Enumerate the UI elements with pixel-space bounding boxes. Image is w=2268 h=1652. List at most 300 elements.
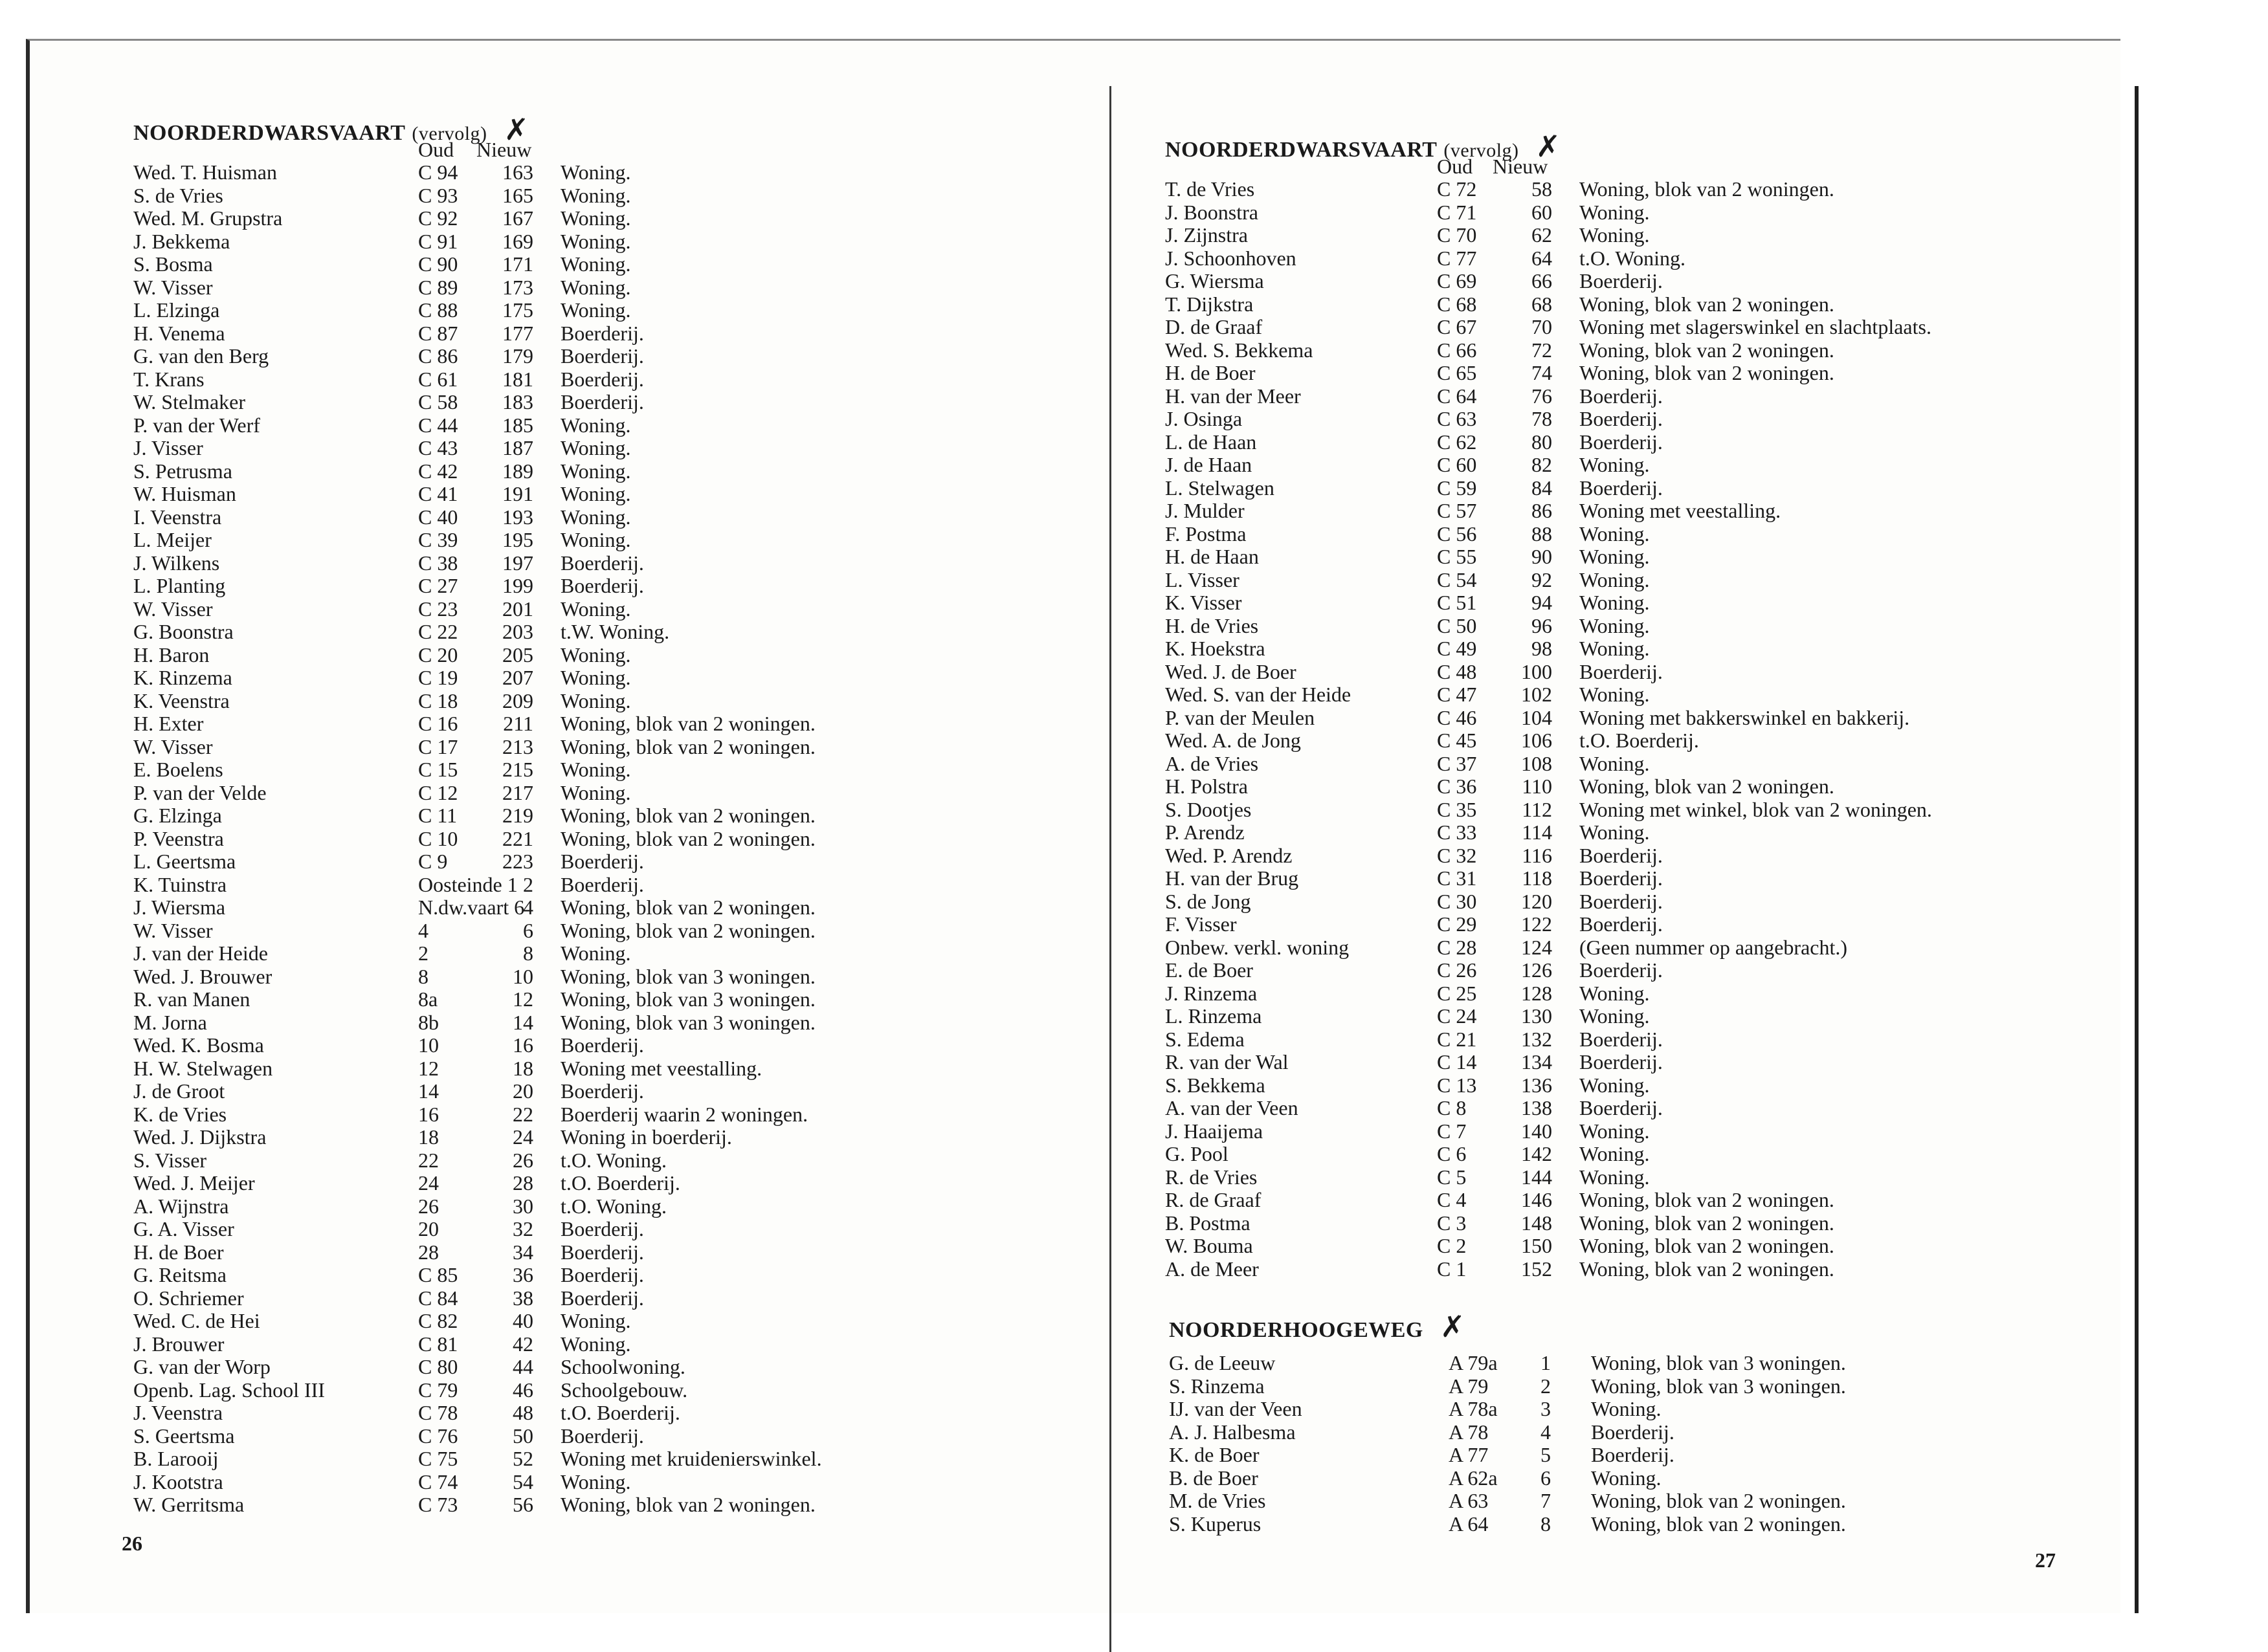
resident-name: IJ. van der Veen: [1169, 1397, 1302, 1420]
entry-row: [133, 1333, 1078, 1356]
new-number: 30: [513, 1194, 533, 1218]
book-spread: [26, 39, 2120, 1613]
resident-name: Wed. K. Bosma: [133, 1033, 264, 1057]
entry-row: [1165, 178, 2123, 201]
entry-row: [133, 666, 1078, 690]
entry-row: [133, 414, 1078, 437]
new-number: 62: [1531, 223, 1552, 247]
entry-row: [1165, 408, 2123, 431]
building-description: Boerderij.: [561, 872, 644, 896]
old-number: C 78: [418, 1401, 458, 1424]
building-description: Boerderij.: [561, 1079, 644, 1103]
new-number: 98: [1531, 637, 1552, 660]
entry-row: [1165, 362, 2123, 385]
entry-row: [1165, 982, 2123, 1006]
resident-name: T. de Vries: [1165, 177, 1255, 201]
building-description: Woning.: [561, 206, 631, 230]
entry-row: [133, 920, 1078, 943]
resident-name: F. Visser: [1165, 912, 1237, 936]
resident-name: H. van der Brug: [1165, 866, 1299, 890]
new-number: 4: [1540, 1420, 1551, 1444]
old-number: C 17: [418, 734, 458, 758]
resident-name: J. Bekkema: [133, 229, 230, 253]
resident-name: H. de Haan: [1165, 545, 1259, 568]
resident-name: B. Postma: [1165, 1211, 1251, 1235]
resident-name: S. Bosma: [133, 252, 213, 276]
old-number: A 78a: [1449, 1397, 1498, 1420]
resident-name: L. Meijer: [133, 528, 212, 551]
new-number: 52: [513, 1447, 533, 1470]
resident-name: Wed. A. de Jong: [1165, 729, 1301, 752]
old-number: C 76: [418, 1424, 458, 1448]
resident-name: L. Geertsma: [133, 850, 236, 873]
new-number: 18: [513, 1056, 533, 1080]
resident-name: Wed. P. Arendz: [1165, 843, 1293, 867]
building-description: Boerderij.: [561, 1263, 644, 1286]
entry-row: [1169, 1421, 2127, 1444]
resident-name: Wed. S. Bekkema: [1165, 338, 1313, 362]
page-gutter: [1109, 86, 1111, 1652]
old-number: C 56: [1437, 522, 1477, 545]
entry-row: [133, 828, 1078, 851]
new-number: 195: [502, 528, 533, 551]
entry-row: [1165, 591, 2123, 615]
resident-name: G. Elzinga: [133, 804, 222, 827]
building-description: Woning.: [561, 528, 631, 551]
old-number: A 77: [1449, 1443, 1489, 1466]
building-description: Woning.: [1579, 981, 1650, 1005]
resident-name: G. Wiersma: [1165, 269, 1264, 292]
resident-name: J. Osinga: [1165, 407, 1243, 430]
building-description: Woning, blok van 2 woningen.: [1591, 1512, 1846, 1536]
new-number: 106: [1521, 729, 1552, 752]
new-number: 207: [502, 666, 533, 689]
new-number: 209: [502, 688, 533, 712]
resident-name: A. van der Veen: [1165, 1096, 1298, 1119]
entry-row: [1165, 201, 2123, 225]
building-description: Woning.: [1579, 567, 1650, 591]
entry-row: [133, 1011, 1078, 1035]
new-number: 10: [513, 964, 533, 988]
entry-row: [133, 437, 1078, 460]
new-number: 68: [1531, 292, 1552, 316]
entry-row: [1165, 1212, 2123, 1235]
entry-row: [133, 299, 1078, 322]
old-number: C 59: [1437, 476, 1477, 500]
old-number: 10: [418, 1033, 439, 1057]
new-number: 92: [1531, 567, 1552, 591]
entry-row: [1165, 1028, 2123, 1052]
entry-row: [133, 896, 1078, 920]
building-description: Woning, blok van 2 woningen.: [1579, 1211, 1834, 1235]
new-number: 82: [1531, 453, 1552, 476]
old-number: C 87: [418, 321, 458, 345]
old-number: C 20: [418, 643, 458, 666]
new-number: 8: [1540, 1512, 1551, 1536]
building-description: Woning met veestalling.: [561, 1056, 762, 1080]
building-description: Woning, blok van 2 woningen.: [561, 804, 816, 827]
old-number: C 92: [418, 206, 458, 230]
building-description: Woning.: [1579, 613, 1650, 637]
resident-name: W. Visser: [133, 275, 213, 299]
entry-row: [133, 1356, 1078, 1379]
old-number: C 26: [1437, 958, 1477, 982]
new-number: 86: [1531, 499, 1552, 522]
entry-row: [133, 1241, 1078, 1264]
old-number: C 50: [1437, 613, 1477, 637]
building-description: (Geen nummer op aangebracht.): [1579, 935, 1848, 959]
building-description: Woning.: [561, 758, 631, 781]
new-number: 12: [513, 987, 533, 1011]
entry-row: [1165, 844, 2123, 868]
new-number: 7: [1540, 1489, 1551, 1512]
old-number: 26: [418, 1194, 439, 1218]
entry-row: [1165, 1235, 2123, 1258]
building-description: t.O. Boerderij.: [1579, 729, 1699, 752]
old-number: 16: [418, 1102, 439, 1126]
old-number: C 71: [1437, 200, 1477, 224]
entry-row: [133, 850, 1078, 874]
building-description: Woning met winkel, blok van 2 woningen.: [1579, 797, 1932, 821]
old-number: C 10: [418, 826, 458, 850]
new-number: 22: [513, 1102, 533, 1126]
old-number: C 19: [418, 666, 458, 689]
building-description: Woning met bakkerswinkel en bakkerij.: [1579, 705, 1910, 729]
building-description: Boerderij.: [561, 574, 644, 597]
new-number: 114: [1522, 820, 1552, 844]
entry-row: [1169, 1467, 2127, 1490]
new-number: 104: [1521, 705, 1552, 729]
old-number: C 29: [1437, 912, 1477, 936]
new-number: 4: [523, 896, 533, 919]
building-description: Boerderij.: [1591, 1443, 1674, 1466]
new-number: 215: [502, 758, 533, 781]
resident-name: S. de Jong: [1165, 889, 1251, 913]
entry-row: [133, 391, 1078, 414]
building-description: Boerderij.: [561, 321, 644, 345]
section2-heading: [1169, 1309, 1465, 1344]
old-number: C 54: [1437, 567, 1477, 591]
old-number: A 79: [1449, 1374, 1489, 1398]
entry-row: [1165, 913, 2123, 936]
building-description: Boerderij.: [561, 1240, 644, 1264]
new-number: 84: [1531, 476, 1552, 500]
new-number: 100: [1521, 659, 1552, 683]
new-number: 142: [1521, 1142, 1552, 1165]
entry-row: [1169, 1490, 2127, 1513]
building-description: Woning.: [1579, 683, 1650, 706]
building-description: Boerderij.: [1579, 912, 1663, 936]
resident-name: M. Jorna: [133, 1010, 207, 1034]
entry-row: [1165, 523, 2123, 546]
resident-name: J. de Haan: [1165, 453, 1252, 476]
resident-name: S. Geertsma: [133, 1424, 235, 1448]
entry-row: [1165, 293, 2123, 316]
building-description: t.O. Woning.: [561, 1194, 667, 1218]
building-description: Boerderij.: [1579, 407, 1663, 430]
building-description: Boerderij.: [1579, 430, 1663, 454]
building-description: Woning.: [561, 413, 631, 437]
building-description: Boerderij.: [1579, 269, 1663, 292]
new-number: 72: [1531, 338, 1552, 362]
old-number: A 78: [1449, 1420, 1489, 1444]
building-description: Woning.: [561, 1470, 631, 1493]
resident-name: J. Kootstra: [133, 1470, 223, 1493]
resident-name: Wed. S. van der Heide: [1165, 683, 1351, 706]
old-number: C 55: [1437, 545, 1477, 568]
resident-name: J. Haaijema: [1165, 1119, 1263, 1143]
new-number: 32: [513, 1217, 533, 1240]
resident-name: W. Visser: [133, 918, 213, 942]
building-description: Woning.: [1579, 453, 1650, 476]
entry-row: [133, 1034, 1078, 1057]
resident-name: G. van der Worp: [133, 1355, 271, 1378]
building-description: Woning.: [1579, 1165, 1650, 1189]
building-description: Woning.: [1591, 1397, 1662, 1420]
resident-name: W. Gerritsma: [133, 1493, 245, 1516]
old-number: C 45: [1437, 729, 1477, 752]
new-number: 46: [513, 1378, 533, 1402]
new-number: 2: [1540, 1374, 1551, 1398]
building-description: Woning.: [561, 942, 631, 965]
old-number: C 35: [1437, 797, 1477, 821]
building-description: Boerderij.: [1579, 1096, 1663, 1119]
old-number: C 27: [418, 574, 458, 597]
old-number: 8: [418, 964, 428, 988]
building-description: Boerderij.: [1579, 958, 1663, 982]
entry-row: [1165, 1166, 2123, 1189]
building-description: Boerderij.: [561, 1424, 644, 1448]
entry-row: [1165, 454, 2123, 477]
left-heading-sub: (vervolg): [412, 123, 487, 144]
entry-row: [133, 644, 1078, 667]
old-number: 18: [418, 1125, 439, 1149]
old-number: C 33: [1437, 820, 1477, 844]
section2-entry-list: [1169, 1352, 2127, 1536]
building-description: t.O. Woning.: [1579, 246, 1685, 270]
building-description: Woning, blok van 2 woningen.: [561, 826, 816, 850]
entry-row: [1165, 477, 2123, 500]
new-number: 132: [1521, 1027, 1552, 1051]
new-number: 58: [1531, 177, 1552, 201]
building-description: Woning.: [1579, 223, 1650, 247]
new-number: 124: [1521, 935, 1552, 959]
building-description: Woning.: [561, 505, 631, 529]
resident-name: B. de Boer: [1169, 1466, 1258, 1490]
resident-name: K. Veenstra: [133, 688, 230, 712]
resident-name: J. Schoonhoven: [1165, 246, 1296, 270]
entry-row: [1165, 1258, 2123, 1281]
new-number: 78: [1531, 407, 1552, 430]
old-number: C 61: [418, 367, 458, 391]
new-number: 64: [1531, 246, 1552, 270]
old-number: 2: [418, 942, 428, 965]
new-number: 88: [1531, 522, 1552, 545]
new-number: 66: [1531, 269, 1552, 292]
building-description: Woning, blok van 2 woningen.: [561, 896, 816, 919]
building-description: Woning, blok van 2 woningen.: [1579, 361, 1834, 384]
entry-row: [133, 207, 1078, 230]
right-col-oud-header: Oud: [1437, 155, 1473, 178]
resident-name: W. Visser: [133, 734, 213, 758]
new-number: 140: [1521, 1119, 1552, 1143]
old-number: C 11: [418, 804, 458, 827]
entry-row: [133, 1287, 1078, 1310]
resident-name: J. Visser: [133, 436, 203, 459]
entry-row: [133, 483, 1078, 506]
page-number-right: 27: [2035, 1548, 2056, 1572]
new-number: 14: [513, 1010, 533, 1034]
resident-name: Wed. J. Meijer: [133, 1171, 255, 1195]
entry-row: [133, 552, 1078, 575]
building-description: Woning.: [561, 436, 631, 459]
entry-row: [133, 942, 1078, 965]
new-number: 70: [1531, 315, 1552, 338]
resident-name: Wed. J. Brouwer: [133, 964, 272, 988]
building-description: Woning, blok van 2 woningen.: [1579, 338, 1834, 362]
resident-name: G. de Leeuw: [1169, 1351, 1276, 1374]
building-description: Woning.: [561, 688, 631, 712]
resident-name: I. Veenstra: [133, 505, 222, 529]
new-number: 144: [1521, 1165, 1552, 1189]
resident-name: P. van der Velde: [133, 780, 267, 804]
new-number: 74: [1531, 361, 1552, 384]
new-number: 128: [1521, 981, 1552, 1005]
entry-row: [1165, 385, 2123, 408]
resident-name: T. Krans: [133, 367, 205, 391]
new-number: 34: [513, 1240, 533, 1264]
resident-name: H. Polstra: [1165, 775, 1248, 798]
building-description: Woning, blok van 2 woningen.: [1591, 1489, 1846, 1512]
new-number: 169: [502, 229, 533, 253]
building-description: t.O. Boerderij.: [561, 1401, 680, 1424]
new-number: 102: [1521, 683, 1552, 706]
old-number: C 23: [418, 597, 458, 621]
entry-row: [1165, 1097, 2123, 1120]
new-number: 20: [513, 1079, 533, 1103]
old-number: C 18: [418, 688, 458, 712]
resident-name: H. de Boer: [1165, 361, 1256, 384]
old-number: C 37: [1437, 751, 1477, 775]
old-number: C 16: [418, 712, 458, 735]
resident-name: P. Veenstra: [133, 826, 224, 850]
old-number: C 40: [418, 505, 458, 529]
old-number: C 80: [418, 1355, 458, 1378]
entry-row: [133, 965, 1078, 989]
entry-row: [1165, 821, 2123, 844]
new-number: 44: [513, 1355, 533, 1378]
resident-name: R. de Graaf: [1165, 1188, 1262, 1211]
resident-name: E. de Boer: [1165, 958, 1253, 982]
building-description: Woning met kruidenierswinkel.: [561, 1447, 822, 1470]
resident-name: M. de Vries: [1169, 1489, 1266, 1512]
entry-row: [1165, 339, 2123, 362]
old-number: 8b: [418, 1010, 439, 1034]
old-number: C 57: [1437, 499, 1477, 522]
old-number: C 12: [418, 780, 458, 804]
old-number: C 25: [1437, 981, 1477, 1005]
building-description: Woning.: [561, 183, 631, 207]
building-description: Woning.: [1579, 200, 1650, 224]
building-description: Schoolwoning.: [561, 1355, 685, 1378]
resident-name: S. Kuperus: [1169, 1512, 1262, 1536]
old-number: C 67: [1437, 315, 1477, 338]
building-description: Woning, blok van 3 woningen.: [561, 1010, 816, 1034]
old-number: A 62a: [1449, 1466, 1498, 1490]
new-number: 223: [502, 850, 533, 873]
old-number: C 30: [1437, 889, 1477, 913]
resident-name: P. van der Meulen: [1165, 705, 1315, 729]
building-description: Woning, blok van 2 woningen.: [1579, 292, 1834, 316]
resident-name: J. Rinzema: [1165, 981, 1258, 1005]
building-description: Woning.: [1579, 1142, 1650, 1165]
old-number: C 75: [418, 1447, 458, 1470]
resident-name: J. Wiersma: [133, 896, 226, 919]
entry-row: [1165, 1074, 2123, 1097]
building-description: Woning.: [561, 780, 631, 804]
new-number: 199: [502, 574, 533, 597]
new-number: 171: [502, 252, 533, 276]
new-number: 219: [502, 804, 533, 827]
new-number: 5: [1540, 1443, 1551, 1466]
right-heading-title: NOORDERDWARSVAART: [1165, 138, 1438, 162]
right-entry-list: [1165, 178, 2123, 1281]
old-number: C 63: [1437, 407, 1477, 430]
building-description: Woning.: [1579, 1073, 1650, 1097]
old-number: C 48: [1437, 659, 1477, 683]
entry-row: [133, 736, 1078, 759]
old-number: C 5: [1437, 1165, 1467, 1189]
entry-row: [1169, 1444, 2127, 1467]
building-description: Boerderij.: [561, 1217, 644, 1240]
building-description: Woning, blok van 2 woningen.: [1579, 177, 1834, 201]
old-number: C 42: [418, 459, 458, 483]
entry-row: [1165, 316, 2123, 339]
entry-row: [133, 1310, 1078, 1333]
entry-row: [133, 1103, 1078, 1127]
old-number: C 43: [418, 436, 458, 459]
new-number: 185: [502, 413, 533, 437]
new-number: 138: [1521, 1096, 1552, 1119]
entry-row: [133, 712, 1078, 736]
entry-row: [133, 368, 1078, 391]
new-number: 24: [513, 1125, 533, 1149]
building-description: Woning.: [561, 275, 631, 299]
resident-name: Wed. T. Huisman: [133, 160, 277, 184]
new-number: 126: [1521, 958, 1552, 982]
new-number: 118: [1522, 866, 1552, 890]
old-number: C 7: [1437, 1119, 1467, 1143]
entry-row: [1165, 545, 2123, 569]
resident-name: H. de Boer: [133, 1240, 224, 1264]
new-number: 203: [502, 620, 533, 643]
new-number: 116: [1522, 843, 1552, 867]
entry-row: [133, 988, 1078, 1011]
building-description: Woning in boerderij.: [561, 1125, 732, 1149]
resident-name: K. Hoekstra: [1165, 637, 1265, 660]
old-number: C 13: [1437, 1073, 1477, 1097]
resident-name: G. Reitsma: [133, 1263, 227, 1286]
new-number: 175: [502, 298, 533, 322]
resident-name: H. Exter: [133, 712, 204, 735]
entry-row: [133, 184, 1078, 208]
new-number: 40: [513, 1309, 533, 1332]
entry-row: [133, 621, 1078, 644]
building-description: t.O. Boerderij.: [561, 1171, 680, 1195]
old-number: C 21: [1437, 1027, 1477, 1051]
new-number: 112: [1522, 797, 1552, 821]
entry-row: [1165, 707, 2123, 730]
